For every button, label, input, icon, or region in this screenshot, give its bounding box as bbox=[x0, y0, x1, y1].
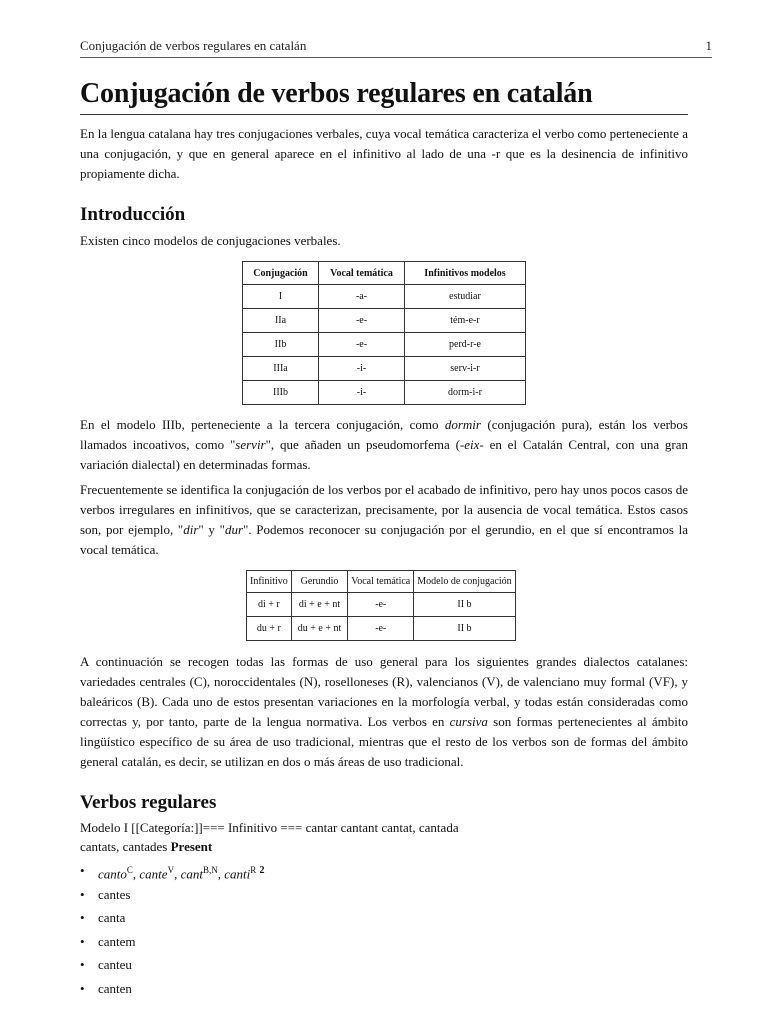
table-header-cell: Vocal temática bbox=[348, 571, 414, 593]
dialect-marker: R bbox=[250, 865, 257, 875]
text-run: ", que añaden un pseudomorfema ( bbox=[265, 437, 460, 452]
table-cell: tém-e-r bbox=[405, 309, 526, 333]
document-content bbox=[80, 78, 688, 1001]
table-header-cell: Infinitivos modelos bbox=[405, 262, 526, 285]
list-item bbox=[80, 883, 688, 907]
paragraph-model-iiib bbox=[80, 415, 688, 475]
verb-form: cantes bbox=[98, 886, 131, 902]
paragraph-irregular bbox=[80, 480, 688, 560]
table-row bbox=[243, 333, 526, 357]
table-row bbox=[243, 357, 526, 381]
list-item bbox=[80, 930, 688, 954]
present-label: Present bbox=[170, 839, 213, 854]
table-row bbox=[243, 309, 526, 333]
table-header-cell: Gerundio bbox=[291, 571, 348, 593]
bullet-icon: • bbox=[80, 980, 85, 996]
present-forms-list bbox=[80, 859, 688, 1001]
page-number: 1 bbox=[705, 38, 712, 53]
section-heading-introduccion: Introducción bbox=[80, 204, 186, 225]
text-run: (conjugación pura), están los verbos llamados incoativos, como " bbox=[80, 417, 688, 452]
table-header-cell: Modelo de conjugación bbox=[414, 571, 515, 593]
italic-term-dormir: dormir bbox=[444, 417, 481, 432]
table-row bbox=[247, 593, 516, 617]
text-run: Frecuentemente se identifica la conjugación de los verbos por el acabado de infinitivo, pero hay unos pocos casos de verbos irregulares en infinitivos, que se caracterizan, precisamente, por la ausencia de vocal temática. Estos casos son, por ejemplo, " bbox=[80, 482, 688, 537]
verb-form: canti bbox=[224, 866, 251, 882]
model-line-continued bbox=[80, 837, 688, 856]
italic-term-cursiva: cursiva bbox=[449, 714, 488, 729]
paragraph-dialects bbox=[80, 652, 688, 772]
italic-term-servir: servir bbox=[235, 437, 266, 452]
list-item bbox=[80, 977, 688, 1001]
table-cell: estudiar bbox=[405, 285, 526, 309]
table-row bbox=[243, 381, 526, 405]
verb-form: canto bbox=[98, 866, 127, 882]
table-cell: -i- bbox=[319, 357, 405, 381]
dialect-marker: B,N bbox=[202, 865, 218, 875]
page-title: Conjugación de verbos regulares en catalán bbox=[80, 78, 688, 115]
table-cell: di + e + nt bbox=[291, 593, 348, 617]
verb-form: cant bbox=[180, 866, 203, 882]
table-cell: IIa bbox=[243, 309, 319, 333]
dialect-marker: V bbox=[167, 865, 175, 875]
list-item bbox=[80, 859, 688, 883]
text-run: En el modelo IIIb, perteneciente a la tercera conjugación, como bbox=[80, 417, 445, 432]
table-cell: perd-r-e bbox=[405, 333, 526, 357]
table-cell: -e- bbox=[319, 333, 405, 357]
table-cell: IIIa bbox=[243, 357, 319, 381]
text-run: en el Catalán Central, con una gran variación dialectal) en determinadas formas. bbox=[80, 437, 689, 472]
page-header bbox=[80, 38, 712, 58]
table-cell: di + r bbox=[247, 593, 292, 617]
bullet-icon: • bbox=[80, 910, 85, 926]
separator: , bbox=[217, 866, 225, 882]
verb-form: canta bbox=[98, 910, 126, 926]
table-cell: -e- bbox=[348, 617, 414, 641]
table-header-cell: Vocal temática bbox=[319, 262, 405, 285]
list-item bbox=[80, 906, 688, 930]
separator: , bbox=[132, 866, 140, 882]
table-header-cell: Infinitivo bbox=[247, 571, 292, 593]
table-cell: II b bbox=[414, 617, 515, 641]
bullet-icon: • bbox=[80, 957, 85, 973]
table-header-cell: Conjugación bbox=[243, 262, 319, 285]
table-cell: du + e + nt bbox=[291, 617, 348, 641]
table-cell: -a- bbox=[319, 285, 405, 309]
italic-term-dur: dur bbox=[224, 522, 244, 537]
text-run: ". Podemos reconocer su conjugación por el gerundio, en el que sí encontramos la vocal temática. bbox=[80, 522, 688, 557]
table-cell: -e- bbox=[319, 309, 405, 333]
table-cell: dorm-i-r bbox=[405, 381, 526, 405]
text-run: " y " bbox=[198, 522, 225, 537]
gerund-table bbox=[246, 570, 516, 641]
footnote-marker: 2 bbox=[259, 865, 265, 876]
text-run: A continuación se recogen todas las formas de uso general para los siguientes grandes dialectos catalanes: variedades centrales (C), noroccidentales (N), roselloneses (R), valencianos (V), de valenciano muy formal (VF), y baleáricos (B). Cada uno de estos presentan variaciones en la morfología verbal, y todas están consideradas como correctas y, por tanto, parte de la lengua normativa. Los verbos en bbox=[80, 654, 688, 729]
separator: , bbox=[174, 866, 181, 882]
table-cell: I bbox=[243, 285, 319, 309]
bullet-icon: • bbox=[80, 863, 85, 878]
italic-term-eix: -eix- bbox=[459, 437, 484, 452]
table-cell: -e- bbox=[348, 593, 414, 617]
conjugation-models-table bbox=[242, 261, 526, 405]
list-item bbox=[80, 953, 688, 977]
text-run: son formas pertenecientes al ámbito lingüístico específico de su área de uso tradicional, mientras que el resto de los verbos son de formas del ámbito general catalán, es decir, se utilizan en dos o más áreas de uso tradicional. bbox=[80, 714, 688, 769]
bullet-icon: • bbox=[80, 886, 85, 902]
verb-form: canteu bbox=[98, 957, 132, 973]
bullet-icon: • bbox=[80, 933, 85, 949]
dialect-marker: C bbox=[126, 865, 133, 875]
section-heading-verbos-regulares: Verbos regulares bbox=[80, 792, 217, 813]
table-header-row bbox=[243, 262, 526, 285]
intro-lead: Existen cinco modelos de conjugaciones verbales. bbox=[80, 233, 341, 248]
table-row bbox=[243, 285, 526, 309]
table-cell: IIb bbox=[243, 333, 319, 357]
table-cell: du + r bbox=[247, 617, 292, 641]
table-row bbox=[247, 617, 516, 641]
verb-form: cantem bbox=[98, 933, 136, 949]
running-title: Conjugación de verbos regulares en catalán bbox=[80, 38, 307, 53]
table-cell: serv-i-r bbox=[405, 357, 526, 381]
verb-form: cante bbox=[139, 866, 168, 882]
text-run: cantats, cantades bbox=[80, 839, 171, 854]
table-cell: -i- bbox=[319, 381, 405, 405]
table-header-row bbox=[247, 571, 516, 593]
italic-term-dir: dir bbox=[183, 522, 199, 537]
table-cell: IIIb bbox=[243, 381, 319, 405]
intro-paragraph: En la lengua catalana hay tres conjugaciones verbales, cuya vocal temática caracteriza el verbo como perteneciente a una conjugación, y que en general aparece en el infinitivo al lado de una -r que es la desinencia de infinitivo propiamente dicha. bbox=[80, 126, 688, 181]
model-line: Modelo I [[Categoría:]]=== Infinitivo === cantar cantant cantat, cantada bbox=[80, 820, 459, 835]
table-cell: II b bbox=[414, 593, 515, 617]
verb-form: canten bbox=[98, 980, 132, 996]
